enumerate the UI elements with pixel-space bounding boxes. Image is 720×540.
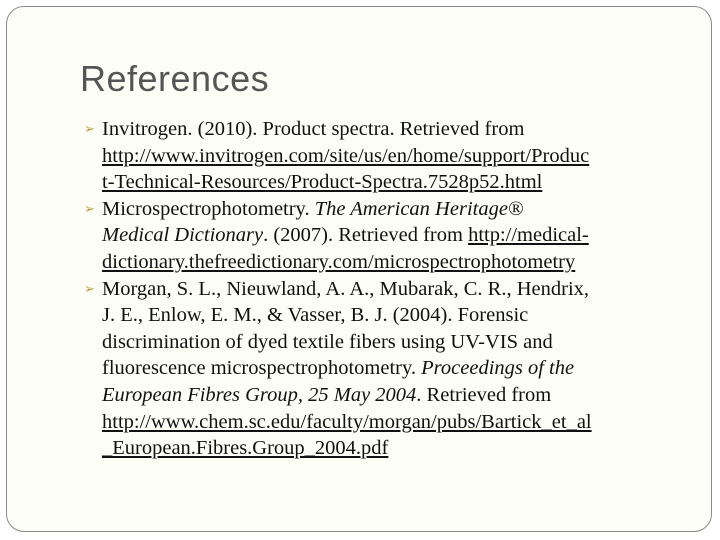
reference-link-continued[interactable]: _European.Fibres.Group_2004.pdf xyxy=(102,437,389,460)
reference-text: . (2007). Retrieved from xyxy=(263,224,469,247)
reference-line xyxy=(102,355,684,382)
reference-text: J. E., Enlow, E. M., & Vasser, B. J. (2004). Forensic xyxy=(102,304,529,327)
reference-source-title-continued: Medical Dictionary xyxy=(102,224,264,247)
reference-link[interactable]: http://medical- xyxy=(468,224,589,247)
reference-text: fluorescence microspectrophotometry. xyxy=(102,357,422,380)
reference-list xyxy=(84,116,684,462)
reference-source-title-continued: European Fibres Group, 25 May 2004 xyxy=(102,383,417,406)
reference-line xyxy=(102,222,684,249)
reference-link-continued[interactable]: dictionary.thefreedictionary.com/microspectrophotometry xyxy=(102,250,576,273)
diamond-arrow-bullet-icon: ➢ xyxy=(84,121,95,136)
slide-title: References xyxy=(80,58,270,99)
reference-link[interactable]: http://www.invitrogen.com/site/us/en/home/support/Produc xyxy=(102,144,590,167)
diamond-arrow-bullet-icon: ➢ xyxy=(84,280,95,296)
reference-item-microspectrophotometry xyxy=(84,196,684,276)
reference-line xyxy=(102,196,684,223)
reference-source-title: The American Heritage® xyxy=(314,197,524,220)
reference-line xyxy=(102,382,684,409)
reference-item-morgan xyxy=(84,276,684,462)
reference-source-title: Proceedings of the xyxy=(421,357,575,380)
reference-text: . Retrieved from xyxy=(416,383,552,406)
diamond-arrow-bullet-icon: ➢ xyxy=(84,200,95,216)
reference-text: Microspectrophotometry. xyxy=(102,197,315,220)
reference-text: Morgan, S. L., Nieuwland, A. A., Mubarak, C. R., Hendrix, xyxy=(102,277,590,300)
reference-link[interactable]: http://www.chem.sc.edu/faculty/morgan/pubs/Bartick_et_al xyxy=(102,410,592,433)
reference-text: discrimination of dyed textile fibers using UV-VIS and xyxy=(102,330,553,353)
reference-item-invitrogen xyxy=(84,116,684,196)
reference-link-continued[interactable]: t-Technical-Resources/Product-Spectra.7528p52.html xyxy=(102,171,543,194)
reference-text: Invitrogen. (2010). Product spectra. Retrieved from xyxy=(102,118,525,140)
